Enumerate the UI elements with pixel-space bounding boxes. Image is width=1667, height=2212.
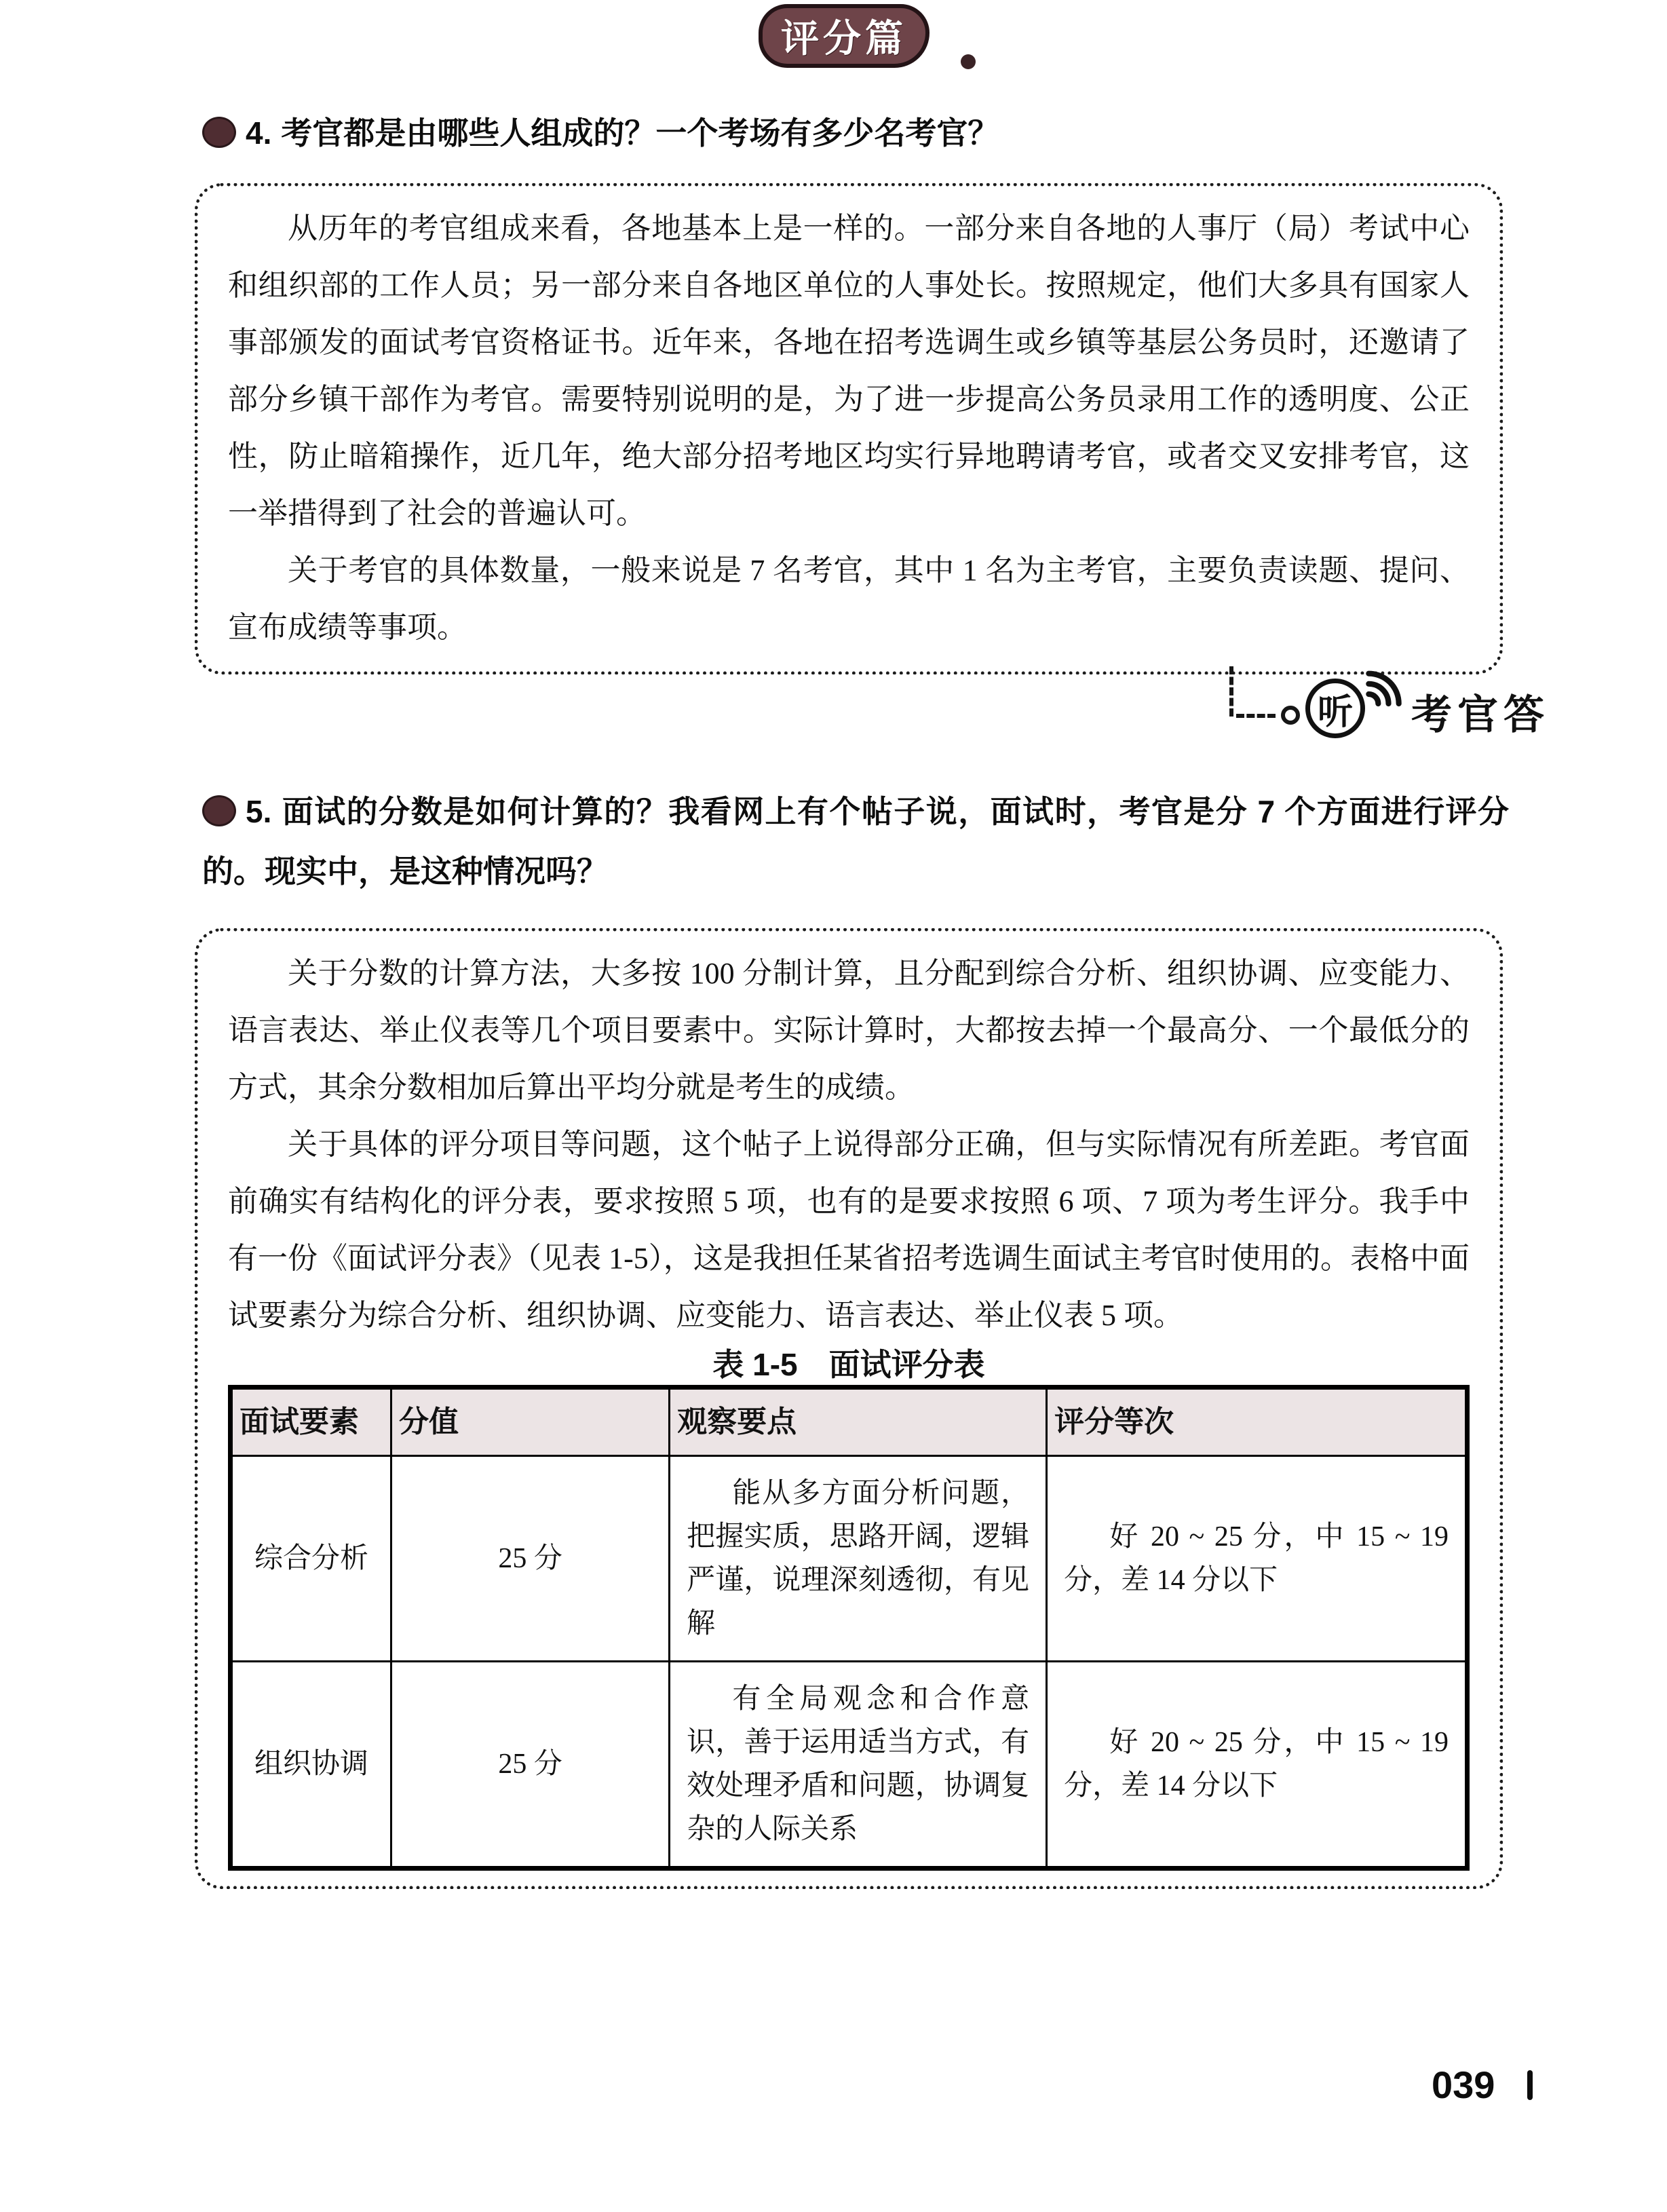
listen-marker-label: 考官答 (1411, 692, 1550, 738)
chapter-badge (759, 4, 930, 68)
badge-dot-icon (961, 54, 976, 69)
cell-grade: 好 20 ~ 25 分，中 15 ~ 19 分，差 14 分以下 (1047, 1662, 1468, 1869)
marker-ring-icon (1281, 706, 1300, 725)
marker-dashed-hline (1236, 714, 1276, 718)
listen-icon (1305, 679, 1365, 738)
sound-waves-icon (1362, 661, 1410, 708)
interview-score-table (228, 1385, 1470, 1871)
answer-1-paragraph-1: 从历年的考官组成来看，各地基本上是一样的。一部分来自各地的人事厅（局）考试中心和组织部的工作人员；另一部分来自各地区单位的人事处长。按照规定，他们大多具有国家人事部颁发的面试考官资格证书。近年来，各地在招考选调生或乡镇等基层公务员时，还邀请了部分乡镇干部作为考官。需要特别说明的是，为了进一步提高公务员录用工作的透明度、公正性，防止暗箱操作，近几年，绝大部分招考地区均实行异地聘请考官，或者交叉安排考官，这一举措得到了社会的普遍认可。 (228, 212, 1470, 530)
table-caption: 表 1-5 面试评分表 (712, 1347, 985, 1382)
question-5-number: 5. (246, 794, 272, 829)
answer-1-paragraph-2: 关于考官的具体数量，一般来说是 7 名考官，其中 1 名为主考官，主要负责读题、提问、宣布成绩等事项。 (228, 554, 1470, 644)
question-5-text: 面试的分数是如何计算的？我看网上有个帖子说，面试时，考官是分 7 个方面进行评分的。现实中，是这种情况吗？ (202, 794, 1509, 889)
question-5-heading (202, 782, 1509, 901)
table-header-row (231, 1388, 1468, 1456)
cell-score: 25 分 (391, 1662, 669, 1869)
chapter-badge-label: 评分篇 (781, 17, 907, 60)
answer-box-2 (195, 928, 1503, 1889)
question-bullet-icon (202, 795, 236, 826)
page-number-value: 039 (1432, 2063, 1495, 2106)
col-header-score: 分值 (391, 1388, 669, 1456)
marker-dashed-vline (1229, 666, 1233, 717)
listen-marker (1229, 668, 1582, 756)
cell-element: 组织协调 (231, 1662, 391, 1869)
question-bullet-icon (202, 117, 236, 148)
question-4-heading (202, 103, 1509, 163)
col-header-grade: 评分等次 (1047, 1388, 1468, 1456)
cell-grade: 好 20 ~ 25 分，中 15 ~ 19 分，差 14 分以下 (1047, 1456, 1468, 1662)
cell-score: 25 分 (391, 1456, 669, 1662)
cell-observation: 能从多方面分析问题，把握实质，思路开阔，逻辑严谨，说理深刻透彻，有见解 (670, 1456, 1047, 1662)
answer-2-paragraph-2: 关于具体的评分项目等问题，这个帖子上说得部分正确，但与实际情况有所差距。考官面前确实有结构化的评分表，要求按照 5 项，也有的是要求按照 6 项、7 项为考生评分。我手中有一份《面试评分表》（见表 1-5），这是我担任某省招考选调生面试主考官时使用的。表格中面试要素分为综合分析、组织协调、应变能力、语言表达、举止仪表 5 项。 (228, 1128, 1470, 1332)
table-row (231, 1456, 1468, 1662)
table-row (231, 1662, 1468, 1869)
cell-element: 综合分析 (231, 1456, 391, 1662)
page-number-divider (1527, 2070, 1533, 2100)
question-4-text: 考官都是由哪些人组成的？一个考场有多少名考官？ (281, 115, 999, 151)
answer-box-1 (195, 183, 1503, 674)
col-header-element: 面试要素 (231, 1388, 391, 1456)
answer-2-paragraph-1: 关于分数的计算方法，大多按 100 分制计算，且分配到综合分析、组织协调、应变能力、语言表达、举止仪表等几个项目要素中。实际计算时，大都按去掉一个最高分、一个最低分的方式，其余分数相加后算出平均分就是考生的成绩。 (228, 957, 1470, 1104)
question-4-number: 4. (246, 115, 272, 151)
page-number (1432, 2063, 1533, 2107)
col-header-observation: 观察要点 (670, 1388, 1047, 1456)
cell-observation: 有全局观念和合作意识，善于运用适当方式，有效处理矛盾和问题，协调复杂的人际关系 (670, 1662, 1047, 1869)
listen-icon-char: 听 (1317, 692, 1353, 732)
